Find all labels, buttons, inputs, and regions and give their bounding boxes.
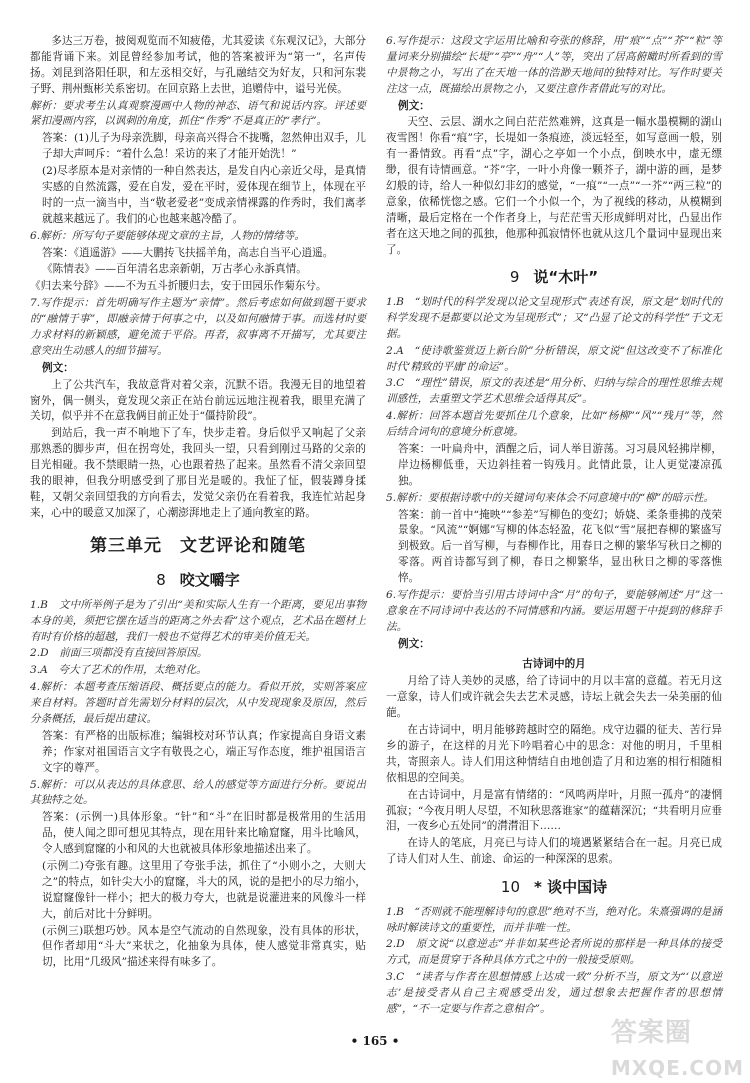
lesson-number: 8 [156, 571, 166, 590]
answer-text: 答案：(示例一)具体形象。“针”和“斗”在旧时都是极常用的生活用品，使人闻之即可想见其特点，现在用针来比喻窟窿，用斗比喻风，令人感到窟窿的小和风的大也就被具体形象地描述出来了。 [42, 811, 366, 856]
right-column [386, 34, 722, 1019]
answer-item: 3.C “读者与作者在思想情感上达成一致”分析不当，原文为“‘以意逆志’是接受者从自己主观感受出发，通过想象去把握作者的思想情感”，“不一定要与作者之意相合”。 [386, 971, 722, 1015]
example-label: 例文： [42, 361, 74, 374]
writing-tip: 6.写作提示：这段文字运用比喻和夸张的修辞，用“痕”“点”“芥”“粒”等量词来分别描绘“长堤”“亭”“舟”“人”等，突出了居高俯瞰时所看到的雪中景物之小，写出了在天地一体的浩渺天地间的独特对比。写作时要关注这一点，既描绘出景物之小，又要注意作者借此写的对比。 [386, 35, 722, 95]
example-label: 例文： [398, 637, 430, 650]
example-label: 例文： [398, 99, 430, 112]
writing-tip: 7.写作提示：首先明确写作主题为“亲情”。然后考虑如何做到题干要求的“融情于事”，即融亲情于何事之中，以及如何融情于事。而选材时要力求材料的新颖感，避免流于平俗。再者，叙事离不开描写，尤其要注意突出生动感人的细节描写。 [30, 297, 366, 357]
essay-paragraph: 在诗人的笔底，月亮已与诗人们的境遇紧紧结合在一起。月亮已成了诗人们对人生、前途、命运的一种深深的思索。 [386, 837, 722, 866]
essay-paragraph: 到站后，我一声不响地下了车，快步走着。身后似乎又响起了父亲那熟悉的脚步声，但在拐弯处，我回头一望，只看到刚过马路的父亲的目光相碰。我不禁眼睛一热，心也跟着热了起来。虽然看不清父亲回望我的眼神，但我分明感受到了那目光是暖的。我怔了怔，假装蹲身揉鞋，又朝父亲回望我的方向看去，发觉父亲仍在看着我，我连忙站起身来，心中的暖意又加深了，心潮澎湃地走上了通向教室的路。 [30, 427, 366, 519]
answer-analysis: 6.解析：所写句子要能够体现文章的主旨，人物的情绪等。 [30, 229, 305, 242]
answer-item: 5.解析：要根据诗歌中的关键词句来体会不同意境中的“柳”的暗示性。 [386, 491, 715, 504]
watermark-logo [611, 1014, 744, 1083]
lesson-title: * 谈中国诗 [534, 878, 608, 897]
answer-item: 5.解析：可以从表达的具体意思、给人的感觉等方面进行分析。要说出其独特之处。 [30, 778, 366, 807]
lesson-title: 咬文嚼字 [179, 571, 240, 590]
lesson-title: 说“木叶” [533, 268, 599, 287]
answer-item: 2.D 原文说“以意逆志”并非如某些论者所说的那样是一种具体的接受方式，而是贯穿于各种具体方式之中的一般接受原则。 [386, 938, 722, 967]
essay-paragraph: 在古诗词中，月是富有情绪的：“风鸣两岸叶，月照一孤舟”的凄惘孤寂；“今夜月明人尽望，不知秋思落谁家”的蕴藉深沉；“共看明月应垂泪，一夜乡心五处同”的潸潸泪下…… [386, 788, 722, 833]
lesson-number: 10 [500, 878, 520, 897]
essay-paragraph: 上了公共汽车，我故意背对着父亲，沉默不语。我漫无目的地望着窗外，偶一侧头，竟发现父亲正在站台前远远地注视着我，眼里充满了关切，似乎并不在意我俩目前正处于“僵持阶段”。 [30, 378, 366, 423]
answer-item: 3.C “理性”错误，原文的表述是“用分析、归纳与综合的理性思维去规训感性，去重塑文学艺术思维会适得其反”。 [386, 377, 722, 406]
page-number: • 165 • [350, 1034, 400, 1048]
answer-item: 1.B “否则就不能理解诗句的意思”绝对不当，绝对化。朱熹强调的是涵咏时解读诗文的重要性，而并非唯一性。 [386, 905, 722, 934]
answer-item: 1.B “划时代的科学发现以论文呈现形式”表述有误，原文是“划时代的科学发现不是都要以论文为呈现形式”；又“凸显了论文的科学性”于文无据。 [386, 295, 722, 340]
essay-title: 古诗词中的月 [522, 657, 586, 670]
answer-text: 《陈情表》——百年清名忠亲新朝，万古孝心永訴真情。 [42, 263, 307, 276]
writing-tip: 6.写作提示：要恰当引用古诗词中含“月”的句子，要能够阐述“月”这一意象在不同诗词中表达的不同情感和内涵。要运用题干中提到的修辞手法。 [386, 589, 722, 633]
answer-text: (2)尽孝原本是对亲情的一种自然表达，是发自内心亲近父母，是真情实感的自然流露，爱在自发，爱在平时，爱体现在细节上，体现在平时的一点一滴当中，当“敬老爱老”变成亲情裸露的作秀时，我们离孝就越来越远了。我们的心也越来越冷酷了。 [42, 165, 366, 225]
answer-item: 2.D 前面三项都没有直接回答原因。 [30, 647, 208, 660]
answer-text: (示例三)联想巧妙。风本是空气流动的自然现象，没有具体的形状，但作者却用“斗大”来状之，化抽象为具体，使人感觉非常真实，贴切，比用“几级风”描述来得有味多了。 [42, 924, 366, 969]
answer-text: 答案：有严格的出版标准；编辑校对环节认真；作家提高自身语文素养；作家对祖国语言文字有敬畏之心，端正写作态度，维护祖国语言文字的尊严。 [42, 729, 366, 774]
watermark-url: MXQE.COM [610, 1056, 744, 1080]
answer-text: 答案：前一首中“掩映”“参差”写柳色的变幻；娇娆、柔条垂拂的茂荣景象。“风流”“婀娜”写柳的体态轻盈，花飞似“雪”展把春柳的繁盛写到极致。后一首写柳，与春柳作比，用春日之柳的繁华写秋日之柳的零落。两首诗都写到了柳，春日之柳繁华，显出秋日之柳的零落憔悴。 [398, 508, 722, 585]
answer-text: 答案：《逍遥游》——大鹏抟飞扶摇羊角，高志自当平心逍遥。 [42, 246, 334, 259]
essay-paragraph: 在古诗词中，明月能够跨越时空的隔绝。戍守边疆的征夫、苦行异乡的游子，在这样的月光下吟唱着心中的思念：对他的明月，千里相共，寄照亲人。诗人们用这种情结自由地创造了月和边塞的相行相随相依相思的空间美。 [386, 724, 722, 784]
answer-text: 答案：一叶扁舟中，酒醒之后，词人举目游荡。习习晨风轻拂岸柳，岸边杨柳低垂，天边斜挂着一钩残月。此情此景，让人更觉凄凉孤独。 [398, 442, 722, 487]
answer-text: 《归去来兮辞》——不为五斗折腰归去，安于田园乐作菊东兮。 [30, 280, 327, 293]
answer-item: 1.B 文中所举例子是为了引出“美和实际人生有一个距离，要见出事物本身的美，须把它摆在适当的距离之外去看”这个观点，艺术品在题材上有时有价格的超越，我们一般也不觉得艺术的审美价值无关。 [30, 598, 366, 643]
paragraph: 多达三万卷，披阅观览而不知疲倦，尤其爱读《东观汉记》，大部分都能背诵下来。刘昆曾经参加考试，他的答案被评为“第一”，名声传扬。刘昆到洛阳任职，和左丞相交好，与孔融结交为好友，只和河东裴子野、荆州甄彬关系密切。在回京路上去世，追赠侍中，谥号光侯。 [30, 35, 366, 95]
watermark-text: 答案圈 [610, 1018, 692, 1048]
answer-analysis: 解析：要求考生认真观察漫画中人物的神态、语气和说话内容。评述要紧扣漫画内容，以讽刺的角度，抓住“作秀”不是真正的“孝行”。 [30, 99, 366, 128]
answer-item: 4.解析：本题考查压缩语段、概括要点的能力。看似开放，实则答案应来自材料。答题时首先需划分材料的层次，从中发现现象及原因，然后分条概括，最后提出建议。 [30, 681, 366, 725]
lesson-heading-8 [30, 569, 366, 592]
answer-text: (示例二)夸张有趣。这里用了夸张手法，抓住了“小则小之，大则大之”的特点，如针尖大小的窟窿，斗大的风，说的是把小的尽力缩小，说窟窿像针一样小；把大的极力夸大，也就是说灌进来的风像斗一样大，前后对比十分鲜明。 [42, 859, 366, 920]
lesson-heading-10 [386, 876, 722, 899]
answer-text: 答案：(1)儿子为母亲洗脚，母亲高兴得合不拢嘴，忽然伸出双手，儿子却大声呵斥：“着什么急！采访的来了才能开始洗！” [42, 132, 366, 161]
answer-item: 2.A “使诗歌鉴赏迈上新台阶”分析错误，原文说“但这改变不了标准化时代‘精致的平庸’的命运”。 [386, 344, 722, 373]
lesson-number: 9 [509, 268, 520, 287]
essay-paragraph: 月给了诗人美妙的灵感，给了诗词中的月以丰富的意蕴。若无月这一意象，诗人们或许就会失去艺术灵感，诗坛上就会失去一朵美丽的仙葩。 [386, 675, 722, 720]
unit-heading: 第三单元 文艺评论和随笔 [90, 535, 306, 556]
lesson-heading-9 [386, 266, 722, 289]
answer-item: 3.A 夸大了艺术的作用，太绝对化。 [30, 664, 207, 677]
answer-item: 4.解析：回答本题首先要抓住几个意象，比如“杨柳”“风”“残月”等，然后结合词句的意境分析意境。 [386, 410, 722, 439]
essay-paragraph: 天空、云层、湖水之间白茫茫然难辨，这真是一幅水墨模糊的湖山夜雪图！你看“痕”字，长堤如一条痕迹，淡远轻至，如写意画一般，别有一番情致。再看“点”字，湖心之亭如一个小点，倒映水中，虚无缥缈，很有诗情画意。“芥”字，一叶小舟像一颗芥子，湖中游的画，是梦幻般的诗，给人一种似幻非幻的感觉，“一痕”“一点”“一芥”“两三粒”的意象，依稀恍惚之感。它们一个小似一个，为了视线的移动，从模糊到清晰，最后定格在一个作者身上，与茫茫雪天形成鲜明对比，凸显出作者在这天地之间的孤独，他那种孤寂情怀也就从这几个量词中显现出来了。 [386, 116, 722, 256]
left-column [30, 34, 366, 972]
